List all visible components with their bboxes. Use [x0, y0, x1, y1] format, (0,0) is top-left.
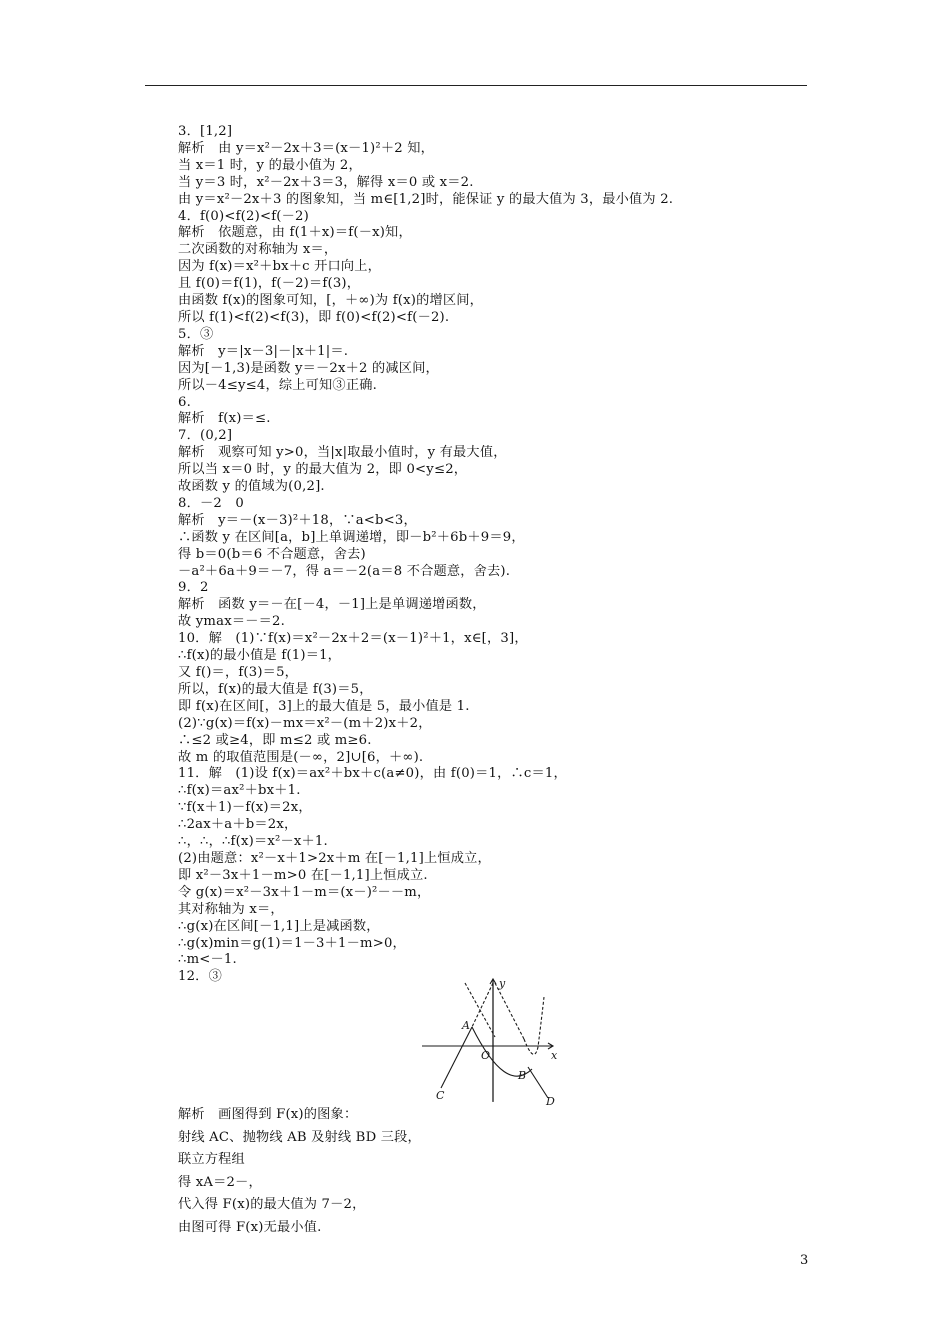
text-line: 所以当 x＝0 时，y 的最大值为 2，即 0<y≤2，: [178, 462, 468, 478]
text-line: 解析 依题意，由 f(1＋x)＝f(－x)知，: [178, 225, 412, 241]
text-line: 当 y＝3 时，x²－2x＋3＝3，解得 x＝0 或 x＝2.: [178, 174, 474, 190]
text-line: 联立方程组: [178, 1152, 245, 1167]
text-line: 所以，f(x)的最大值是 f(3)＝5，: [178, 681, 373, 697]
dashed-line-top: [472, 983, 493, 1027]
text-line: 射线 AC、抛物线 AB 及射线 BD 三段，: [178, 1129, 421, 1145]
text-line: (2)由题意：x²－x＋1>2x＋m 在[－1,1]上恒成立，: [178, 850, 491, 866]
text-line: 故 m 的取值范围是(－∞，2]∪[6，＋∞).: [178, 749, 424, 765]
text-line: 解析 y＝－(x－3)²＋18，∵a<b<3，: [178, 512, 417, 528]
text-line: 令 g(x)＝x²－3x＋1－m＝(x－)²－－m，: [178, 884, 431, 900]
text-line: 因为 f(x)＝x²＋bx＋c 开口向上，: [178, 259, 382, 275]
ray-ac: [441, 1027, 472, 1088]
text-line: 12．③: [178, 969, 222, 985]
text-line: 解析 f(x)＝≤.: [178, 411, 271, 427]
text-line: －a²＋6a＋9＝－7，得 a＝－2(a＝8 不合题意，舍去).: [178, 563, 511, 579]
text-line: ∴g(x)在区间[－1,1]上是减函数，: [178, 918, 380, 934]
text-line: ∴2ax＋a＋b＝2x，: [178, 817, 298, 833]
text-line: 所以－4≤y≤4，综上可知③正确.: [178, 377, 377, 393]
text-line: ∵f(x＋1)－f(x)＝2x，: [178, 800, 312, 816]
text-line: ∴f(x)＝ax²＋bx＋1.: [178, 783, 301, 799]
text-line: 所以 f(1)<f(2)<f(3)，即 f(0)<f(2)<f(－2).: [178, 309, 450, 325]
text-line: 又 f()＝，f(3)＝5，: [178, 665, 299, 680]
page-number: 3: [800, 1253, 809, 1268]
text-line: 其对称轴为 x＝，: [178, 901, 284, 917]
text-line: 由图可得 F(x)无最小值.: [178, 1219, 322, 1235]
visible-axes: [422, 979, 553, 1101]
text-line: 9．2: [178, 580, 209, 596]
text-line: 10．解 (1)∵f(x)＝x²－2x＋2＝(x－1)²＋1，x∈[，3]，: [178, 631, 528, 647]
text-line: 且 f(0)＝f(1)，f(－2)＝f(3)，: [178, 276, 361, 292]
ray-bd: [528, 1067, 548, 1098]
label-c: C: [436, 1089, 445, 1102]
text-line: 由 y＝x²－2x＋3 的图象知，当 m∈[1,2]时，能保证 y 的最大值为 3，最小值为 2.: [178, 191, 674, 207]
text-line: ∴m<－1.: [178, 952, 237, 968]
dashed-line-right: [495, 983, 524, 1039]
text-line: 得 b＝0(b＝6 不合题意，舍去): [178, 546, 366, 562]
text-line: 5．③: [178, 326, 214, 342]
label-x: x: [551, 1049, 558, 1062]
text-line: 解析 观察可知 y>0，当|x|取最小值时，y 有最大值，: [178, 445, 507, 461]
text-line: (2)∵g(x)＝f(x)－mx＝x²－(m＋2)x＋2，: [178, 715, 432, 731]
text-line: 3．[1,2]: [178, 124, 233, 139]
text-line: 8．－2 0: [178, 495, 244, 511]
text-line: 代入得 F(x)的最大值为 7－2，: [178, 1197, 366, 1212]
text-line: 二次函数的对称轴为 x＝，: [178, 242, 338, 258]
text-line: 由函数 f(x)的图象可知，[，＋∞)为 f(x)的增区间，: [178, 293, 484, 309]
text-line: 解析 y＝|x－3|－|x＋1|＝.: [178, 343, 349, 359]
text-line: 故 ymax＝－＝2.: [178, 614, 285, 630]
text-line: 解析 画图得到 F(x)的图象：: [178, 1107, 358, 1122]
text-line: ∴函数 y 在区间[a，b]上单调递增，即－b²＋6b＋9＝9，: [178, 529, 525, 545]
text-line: 4．f(0)<f(2)<f(－2): [178, 208, 309, 224]
function-graph-figure: [420, 975, 570, 1105]
text-line: ∴，∴，∴f(x)＝x²－x＋1.: [178, 834, 328, 850]
label-origin: O: [481, 1049, 491, 1062]
graph-visible-final: [420, 975, 570, 1105]
text-line: 即 f(x)在区间[，3]上的最大值是 5，最小值是 1.: [178, 698, 470, 714]
text-line: 故函数 y 的值域为(0,2].: [178, 479, 325, 495]
text-line: ∴≤2 或≥4，即 m≤2 或 m≥6.: [178, 732, 372, 748]
text-line: 解析 由 y＝x²－2x＋3＝(x－1)²＋2 知，: [178, 140, 435, 156]
text-line: 6.: [178, 394, 191, 410]
text-line: ∴f(x)的最小值是 f(1)＝1，: [178, 648, 342, 664]
text-line: 因为[－1,3)是函数 y＝－2x＋2 的减区间，: [178, 360, 439, 376]
figure-explanation: [178, 1104, 818, 1239]
label-y: y: [499, 977, 506, 990]
graph-curves: [441, 983, 548, 1098]
label-d: D: [546, 1095, 555, 1105]
text-line: 11．解 (1)设 f(x)＝ax²＋bx＋c(a≠0)，由 f(0)＝1，∴c＝1，: [178, 766, 567, 782]
text-line: 当 x＝1 时，y 的最小值为 2，: [178, 157, 362, 173]
label-a: A: [462, 1019, 470, 1032]
text-line: 即 x²－3x＋1－m>0 在[－1,1]上恒成立.: [178, 867, 428, 883]
label-b: B: [518, 1069, 527, 1082]
text-line: 得 xA＝2－，: [178, 1174, 262, 1190]
text-line: 7．(0,2]: [178, 428, 233, 444]
text-line: ∴g(x)min＝g(1)＝1－3＋1－m>0，: [178, 935, 406, 951]
header-rule: [145, 85, 807, 86]
text-line: 解析 函数 y＝－在[－4，－1]上是单调递增函数，: [178, 597, 486, 613]
solution-text: [178, 124, 818, 986]
